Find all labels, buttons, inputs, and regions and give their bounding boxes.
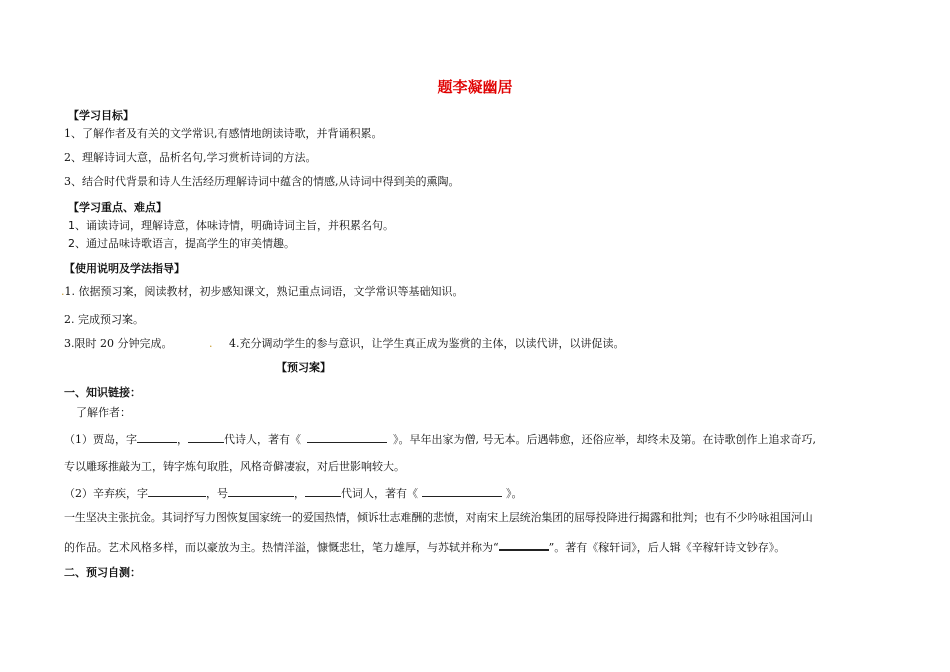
section2-heading: 二、预习自测： [64, 566, 141, 579]
jiadao-a: （1）贾岛，字 [64, 433, 137, 446]
guidance-item-1 [61, 285, 464, 299]
xinqiji-line-3 [64, 539, 785, 555]
jiadao-b: ， [177, 433, 188, 446]
xinqiji-e: 》。 [506, 487, 523, 500]
xinqiji-courtesy-name-blank[interactable] [148, 486, 206, 497]
preview-heading: 【预习案】 [276, 361, 331, 374]
xinqiji-works-blank[interactable] [422, 486, 502, 497]
study-goal-1: 1、了解作者及有关的文学常识,有感情地朗读诗歌，并背诵积累。 [64, 127, 383, 140]
jiadao-line-1 [64, 432, 816, 447]
study-goal-3: 3、结合时代背景和诗人生活经历理解诗词中蕴含的情感,从诗词中得到美的熏陶。 [64, 175, 460, 188]
xinqiji-line-3b: ”。著有《稼轩词》，后人辑《辛稼轩诗文钞存》。 [548, 541, 786, 554]
guidance-heading: 【使用说明及学法指导】 [64, 262, 185, 275]
xinqiji-pairing-blank[interactable] [499, 539, 549, 551]
jiadao-dynasty-blank[interactable] [188, 432, 224, 443]
document-title: 题李凝幽居 [437, 78, 513, 96]
xinqiji-c: ， [294, 487, 305, 500]
study-goal-2: 2、理解诗词大意，品析名句,学习赏析诗词的方法。 [64, 151, 317, 164]
key-points-heading: 【学习重点、难点】 [68, 201, 167, 214]
jiadao-d: 》。早年出家为僧, 号无本。后遇韩愈，还俗应举，却终未及第。在诗歌创作上追求奇巧, [393, 433, 816, 446]
jiadao-line-2: 专以雕琢推敲为工，铸字炼句取胜，风格奇僻凄寂，对后世影响较大。 [64, 460, 405, 473]
xinqiji-line-2: 一生坚决主张抗金。其词抒写力图恢复国家统一的爱国热情，倾诉壮志难酬的悲愤，对南宋上层统治集团的屈辱投降进行揭露和批判；也有不少吟咏祖国河山 [64, 511, 813, 524]
guidance-item-1-text: 1. 依据预习案，阅读教材，初步感知课文，熟记重点词语，文学常识等基础知识。 [64, 285, 464, 298]
guidance-marker-2: . [209, 337, 213, 350]
jiadao-works-blank[interactable] [307, 432, 387, 443]
study-goals-heading: 【学习目标】 [68, 109, 134, 122]
guidance-marker: . [61, 285, 65, 298]
xinqiji-line-3a: 的作品。艺术风格多样，而以豪放为主。热情洋溢，慷慨悲壮，笔力雄厚，与苏轼并称为“ [64, 541, 499, 554]
jiadao-c: 代诗人，著有《 [224, 433, 301, 446]
xinqiji-d: 代词人，著有《 [341, 487, 418, 500]
key-point-1: 1、诵读诗词，理解诗意，体味诗情，明确诗词主旨，并积累名句。 [68, 219, 394, 232]
guidance-item-3: 3.限时 20 分钟完成。 [64, 337, 173, 350]
xinqiji-dynasty-blank[interactable] [305, 486, 341, 497]
xinqiji-line-1 [64, 486, 523, 501]
section1-heading: 一、知识链接： [64, 386, 141, 399]
guidance-item-2: 2. 完成预习案。 [64, 313, 144, 326]
xinqiji-art-name-blank[interactable] [228, 486, 294, 497]
key-point-2: 2、通过品味诗歌语言，提高学生的审美情趣。 [68, 237, 295, 250]
xinqiji-a: （2）辛弃疾，字 [64, 487, 148, 500]
xinqiji-b: ，号 [206, 487, 228, 500]
jiadao-courtesy-name-blank[interactable] [137, 432, 177, 443]
guidance-item-4: 4.充分调动学生的参与意识，让学生真正成为鉴赏的主体，以读代讲，以讲促读。 [229, 337, 625, 350]
section1-intro: 了解作者： [76, 406, 131, 419]
